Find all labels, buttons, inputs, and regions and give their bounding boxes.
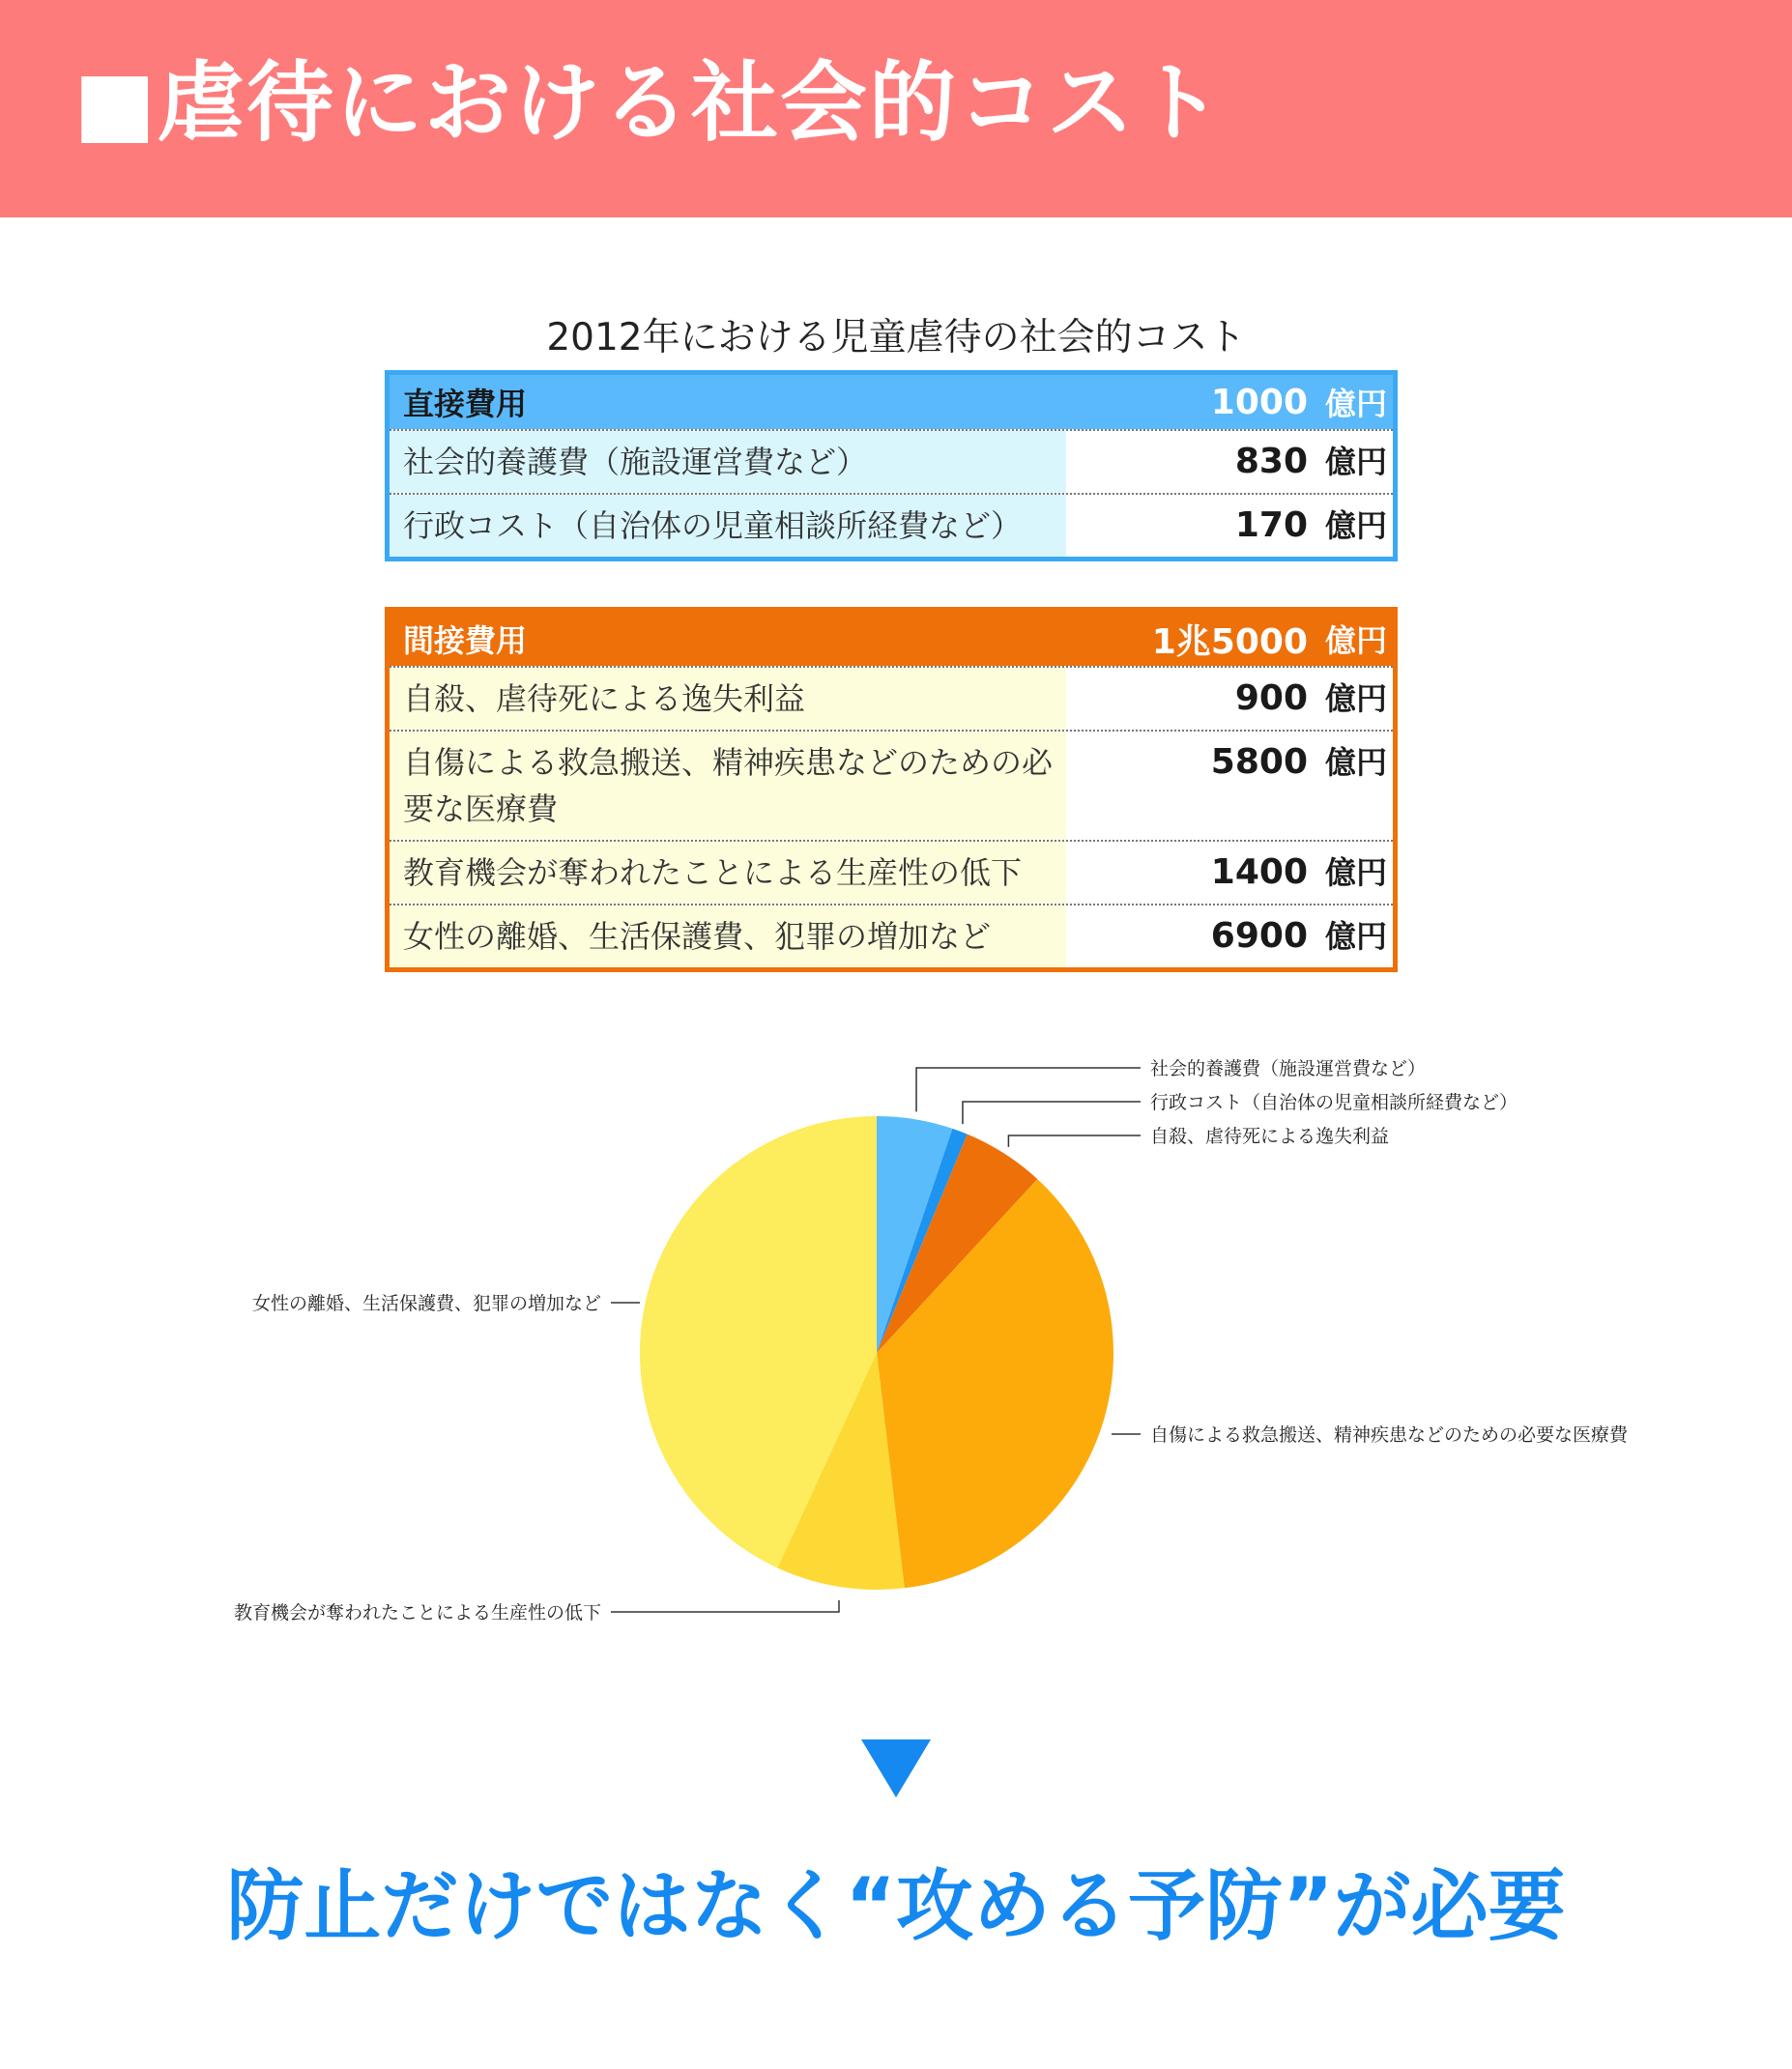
row-unit: 億円	[1325, 918, 1388, 955]
table-row	[390, 429, 1393, 493]
table-row	[390, 666, 1393, 730]
indirect-cost-table	[385, 607, 1398, 972]
indirect-cost-unit: 億円	[1325, 622, 1388, 659]
down-arrow-icon	[861, 1739, 931, 1797]
header-banner	[0, 0, 1792, 217]
slice-label: 社会的養護費（施設運営費など）	[1150, 1058, 1427, 1079]
table-row	[390, 493, 1393, 557]
leader-line	[963, 1102, 1141, 1124]
row-unit: 億円	[1325, 444, 1388, 480]
leader-line	[611, 1600, 839, 1612]
row-value: 170	[1234, 505, 1308, 545]
page-title: ■虐待における社会的コスト	[73, 52, 1226, 154]
table-row	[390, 904, 1393, 967]
direct-cost-unit: 億円	[1325, 386, 1388, 422]
slice-label: 自殺、虐待死による逸失利益	[1150, 1126, 1390, 1147]
conclusion-text: 防止だけではなく“攻める予防”が必要	[226, 1861, 1566, 1951]
direct-cost-title: 直接費用	[403, 386, 528, 422]
row-value: 5800	[1210, 742, 1308, 782]
row-label: 女性の離婚、生活保護費、犯罪の増加など	[390, 905, 1066, 967]
table-row	[390, 840, 1393, 904]
row-value: 900	[1234, 678, 1308, 718]
row-label: 自殺、虐待死による逸失利益	[390, 668, 1066, 730]
row-unit: 億円	[1325, 680, 1388, 717]
indirect-cost-total: 1兆5000	[1151, 621, 1308, 662]
chart-title: 2012年における児童虐待の社会的コスト	[546, 316, 1246, 359]
row-value: 830	[1234, 442, 1308, 481]
slice-label: 女性の離婚、生活保護費、犯罪の増加など	[251, 1293, 601, 1314]
indirect-cost-title: 間接費用	[403, 622, 528, 659]
row-unit: 億円	[1325, 507, 1388, 544]
row-label: 行政コスト（自治体の児童相談所経費など）	[390, 495, 1066, 557]
leader-line	[916, 1068, 1141, 1111]
row-unit: 億円	[1325, 854, 1388, 891]
slice-label: 行政コスト（自治体の児童相談所経費など）	[1150, 1092, 1518, 1113]
direct-cost-table	[385, 370, 1398, 561]
direct-cost-total: 1000	[1210, 382, 1308, 422]
row-value: 6900	[1210, 916, 1308, 956]
pie-chart	[0, 1024, 1792, 1662]
row-value: 1400	[1210, 852, 1308, 892]
table-row	[390, 730, 1393, 840]
leader-line	[1008, 1135, 1141, 1147]
slice-label: 自傷による救急搬送、精神疾患などのための必要な医療費	[1150, 1424, 1629, 1446]
row-unit: 億円	[1325, 744, 1388, 781]
direct-cost-header	[390, 375, 1393, 429]
row-label: 教育機会が奪われたことによる生産性の低下	[390, 842, 1066, 904]
row-label: 社会的養護費（施設運営費など）	[390, 431, 1066, 493]
indirect-cost-header	[390, 612, 1393, 666]
slice-label: 教育機会が奪われたことによる生産性の低下	[233, 1602, 601, 1624]
row-label: 自傷による救急搬送、精神疾患などのための必要な医療費	[390, 732, 1066, 840]
